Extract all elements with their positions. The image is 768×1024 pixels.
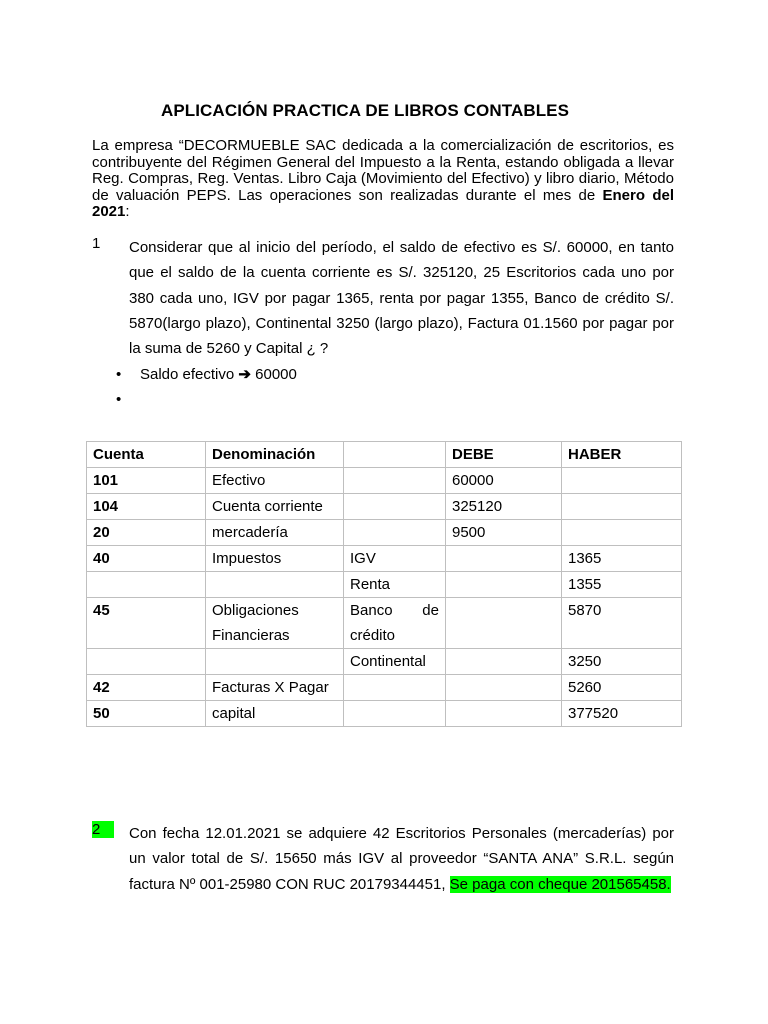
cell-denominacion	[206, 572, 344, 598]
item-2-highlight: Se paga con cheque 201565458.	[449, 875, 671, 893]
cell-cuenta: 104	[87, 494, 206, 520]
document-title: APLICACIÓN PRACTICA DE LIBROS CONTABLES	[160, 101, 570, 120]
bullet-value: 60000	[255, 366, 297, 383]
intro-paragraph	[92, 138, 674, 221]
header-haber: HABER	[562, 442, 682, 468]
header-debe: DEBE	[446, 442, 562, 468]
cell-cuenta: 42	[87, 675, 206, 701]
table-row	[87, 572, 682, 598]
bullet-item-2	[116, 387, 297, 412]
cell-haber: 1365	[562, 546, 682, 572]
cell-debe: 60000	[446, 468, 562, 494]
cell-debe	[446, 649, 562, 675]
cell-debe	[446, 675, 562, 701]
cell-debe	[446, 598, 562, 649]
cell-denominacion: capital	[206, 701, 344, 727]
table-header-row	[87, 442, 682, 468]
item-2-number: 2	[92, 821, 114, 838]
item-1-number: 1	[92, 235, 101, 252]
cell-denominacion: Cuenta corriente	[206, 494, 344, 520]
item-2-text: Con fecha 12.01.2021 se adquiere 42 Escritorios Personales (mercaderías) por un valor total de S/. 15650 más IGV al proveedor “SANTA ANA” S.R.L. según factura Nº 001-25980 CON RUC 20179344451,	[129, 825, 674, 893]
header-detail	[344, 442, 446, 468]
cell-cuenta: 20	[87, 520, 206, 546]
cell-detail	[344, 468, 446, 494]
item-1-text: Considerar que al inicio del período, el saldo de efectivo es S/. 60000, en tanto que el saldo de la cuenta corriente es S/. 325120, 25 Escritorios cada uno por 380 cada uno, IGV por pagar 1365, renta por pagar 1355, Banco de crédito S/. 5870(largo plazo), Continental 3250 (largo plazo), Factura 01.1560 por pagar por la suma de 5260 y Capital ¿ ?	[129, 239, 674, 358]
cell-haber: 5870	[562, 598, 682, 649]
cell-cuenta	[87, 572, 206, 598]
cell-debe	[446, 546, 562, 572]
cell-haber: 1355	[562, 572, 682, 598]
cell-cuenta: 40	[87, 546, 206, 572]
cell-detail: Continental	[344, 649, 446, 675]
cell-detail: IGV	[344, 546, 446, 572]
cell-debe	[446, 701, 562, 727]
table-row	[87, 649, 682, 675]
table-row	[87, 520, 682, 546]
cell-haber	[562, 468, 682, 494]
cell-debe: 9500	[446, 520, 562, 546]
cell-debe	[446, 572, 562, 598]
cell-haber	[562, 494, 682, 520]
cell-cuenta: 101	[87, 468, 206, 494]
cell-detail	[344, 520, 446, 546]
item-2	[92, 821, 674, 897]
opening-balance-table	[86, 441, 682, 727]
cell-haber: 5260	[562, 675, 682, 701]
cell-haber: 377520	[562, 701, 682, 727]
table-row	[87, 701, 682, 727]
table-row	[87, 468, 682, 494]
table-row	[87, 546, 682, 572]
table-row	[87, 494, 682, 520]
bullet-item-1	[116, 362, 297, 387]
cell-detail	[344, 701, 446, 727]
cell-haber	[562, 520, 682, 546]
bullet-label: Saldo efectivo	[140, 366, 235, 383]
cell-denominacion: Obligaciones Financieras	[206, 598, 344, 649]
header-cuenta: Cuenta	[87, 442, 206, 468]
cell-cuenta	[87, 649, 206, 675]
item-2-paragraph	[129, 821, 674, 897]
cell-debe: 325120	[446, 494, 562, 520]
table-row	[87, 598, 682, 649]
cell-detail: Banco de crédito	[344, 598, 446, 649]
header-denominacion: Denominación	[206, 442, 344, 468]
cell-denominacion: Efectivo	[206, 468, 344, 494]
item-1	[92, 235, 674, 361]
intro-period: Enero del 2021	[92, 186, 674, 220]
cell-denominacion	[206, 649, 344, 675]
cell-haber: 3250	[562, 649, 682, 675]
bullet-list	[116, 362, 297, 412]
cell-cuenta: 45	[87, 598, 206, 649]
intro-text: La empresa “DECORMUEBLE SAC dedicada a la comercialización de escritorios, es contribuyente del Régimen General del Impuesto a la Renta, estando obligada a llevar Reg. Compras, Reg. Ventas. Libro Caja (Movimiento del Efectivo) y libro diario, Método de valuación PEPS. Las operaciones son realizadas durante el mes de	[92, 137, 674, 204]
bullet-dot-icon: •	[116, 366, 122, 383]
intro-end: :	[125, 203, 130, 220]
cell-detail	[344, 494, 446, 520]
cell-denominacion: Impuestos	[206, 546, 344, 572]
arrow-right-icon: ➔	[238, 366, 251, 383]
table-row	[87, 675, 682, 701]
bullet-dot-icon: •	[116, 391, 122, 408]
cell-cuenta: 50	[87, 701, 206, 727]
cell-denominacion: mercadería	[206, 520, 344, 546]
cell-denominacion: Facturas X Pagar	[206, 675, 344, 701]
cell-detail	[344, 675, 446, 701]
cell-detail: Renta	[344, 572, 446, 598]
